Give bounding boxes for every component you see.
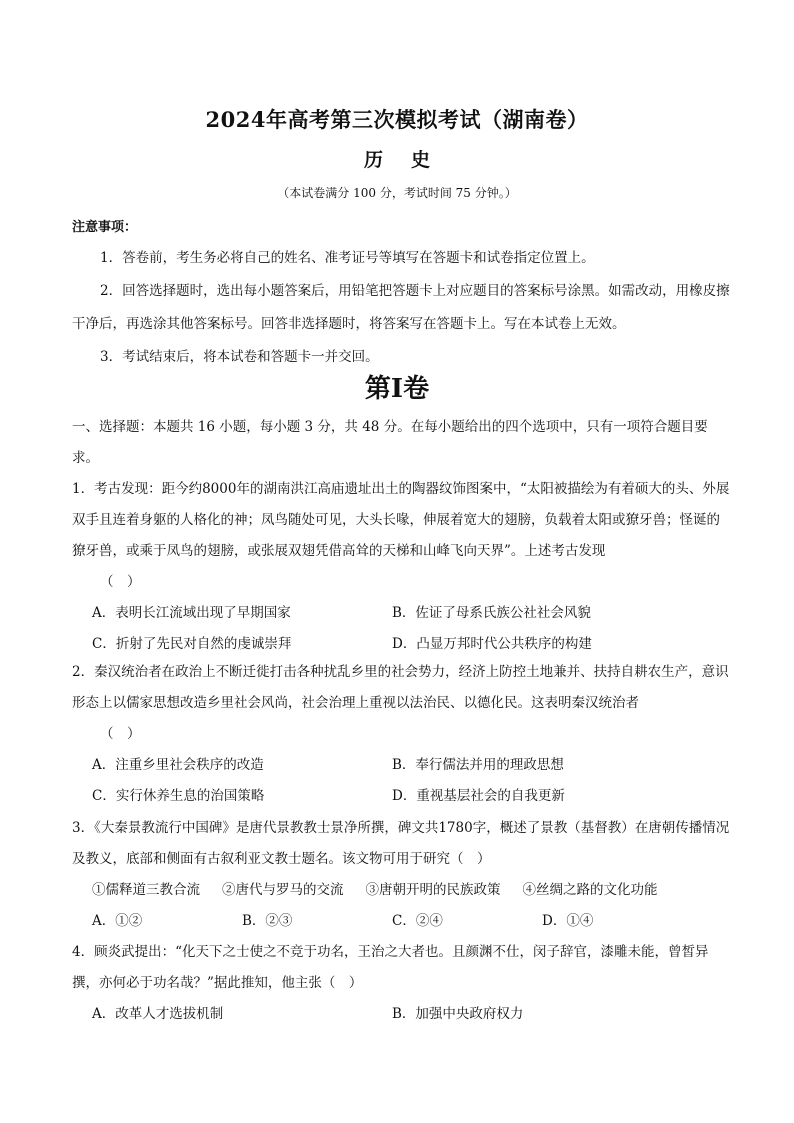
question-3 bbox=[72, 813, 732, 937]
option-a: A．①② bbox=[92, 913, 143, 929]
subject-title: 历史 bbox=[363, 149, 458, 171]
exam-title: 2024年高考第三次模拟考试（湖南卷） bbox=[205, 107, 589, 132]
statement-item: ④丝绸之路的文化功能 bbox=[522, 882, 658, 898]
question-stem: 2．秦汉统治者在政治上不断迁徙打击各种扰乱乡里的社会势力，经济上防控土地兼并、扶持自耕农生产，意识形态上以儒家思想改造乡里社会风尚，社会治理上重视以法治民、以德化民。这表明秦汉统治者 bbox=[72, 664, 729, 711]
question-stem: 4．顾炎武提出：“化天下之士使之不竞于功名，王治之大者也。且颜渊不仕，闵子辞官，漆雕未能，曾皙异撰，亦何必于功名哉？”据此推知，他主张（ ） bbox=[72, 944, 709, 991]
statement-item: ②唐代与罗马的交流 bbox=[222, 882, 344, 898]
answer-paren: （ ） bbox=[100, 574, 141, 590]
option-d: D．凸显万邦时代公共秩序的构建 bbox=[392, 636, 592, 652]
option-a: A．表明长江流域出现了早期国家 bbox=[92, 605, 291, 621]
question-2 bbox=[72, 657, 732, 812]
statement-item: ③唐朝开明的民族政策 bbox=[365, 882, 501, 898]
exam-meta: （本试卷满分 100 分，考试时间 75 分钟。） bbox=[277, 186, 517, 200]
notice-item: 3．考试结束后，将本试卷和答题卡一并交回。 bbox=[100, 349, 379, 365]
notice-item: 1．答卷前，考生务必将自己的姓名、准考证号等填写在答题卡和试卷指定位置上。 bbox=[100, 250, 595, 266]
statement-items bbox=[72, 875, 732, 906]
option-a: A．注重乡里社会秩序的改造 bbox=[92, 757, 264, 773]
volume-title: 第Ⅰ卷 bbox=[364, 374, 430, 404]
options bbox=[72, 906, 732, 937]
question-1 bbox=[72, 474, 732, 660]
option-d: D．①④ bbox=[542, 913, 594, 929]
option-a: A．改革人才选拔机制 bbox=[92, 1006, 224, 1022]
notice-heading: 注意事项： bbox=[72, 220, 138, 235]
option-d: D．重视基层社会的自我更新 bbox=[392, 788, 565, 804]
options bbox=[72, 750, 732, 812]
question-stem: 1．考古发现：距今约8000年的湖南洪江高庙遗址出土的陶器纹饰图案中，“太阳被描绘为有着硕大的头、外展双手且连着身躯的人格化的神；凤鸟随处可见，大头长喙，伸展着宽大的翅膀，负载着太阳或獠牙兽；怪诞的獠牙兽，或乘于凤鸟的翅膀，或张展双翅凭借高耸的天梯和山峰飞向天界”。上述考古发现 bbox=[72, 481, 730, 559]
option-b: B．加强中央政府权力 bbox=[392, 1006, 524, 1022]
question-4 bbox=[72, 937, 732, 1030]
notice-item: 2．回答选择题时，选出每小题答案后，用铅笔把答题卡上对应题目的答案标号涂黑。如需改动，用橡皮擦干净后，再选涂其他答案标号。回答非选择题时，将答案写在答题卡上。写在本试卷上无效。 bbox=[72, 283, 730, 332]
notice-list bbox=[72, 242, 732, 374]
options bbox=[72, 999, 732, 1030]
answer-paren: （ ） bbox=[100, 726, 141, 742]
option-b: B．佐证了母系氏族公社社会风貌 bbox=[392, 605, 591, 621]
options bbox=[72, 598, 732, 660]
section-intro: 一、选择题：本题共 16 小题，每小题 3 分，共 48 分。在每小题给出的四个选项中，只有一项符合题目要求。 bbox=[72, 419, 708, 466]
option-c: C．实行休养生息的治国策略 bbox=[92, 788, 265, 804]
option-b: B．②③ bbox=[242, 913, 293, 929]
option-c: C．折射了先民对自然的虔诚崇拜 bbox=[92, 636, 292, 652]
statement-item: ①儒释道三教合流 bbox=[92, 882, 200, 898]
question-stem: 3．《大秦景教流行中国碑》是唐代景教教士景净所撰，碑文共1780字，概述了景教（基督教）在唐朝传播情况及教义，底部和侧面有古叙利亚文教士题名。该文物可用于研究（ ） bbox=[72, 820, 730, 867]
option-b: B．奉行儒法并用的理政思想 bbox=[392, 757, 564, 773]
option-c: C．②④ bbox=[392, 913, 443, 929]
